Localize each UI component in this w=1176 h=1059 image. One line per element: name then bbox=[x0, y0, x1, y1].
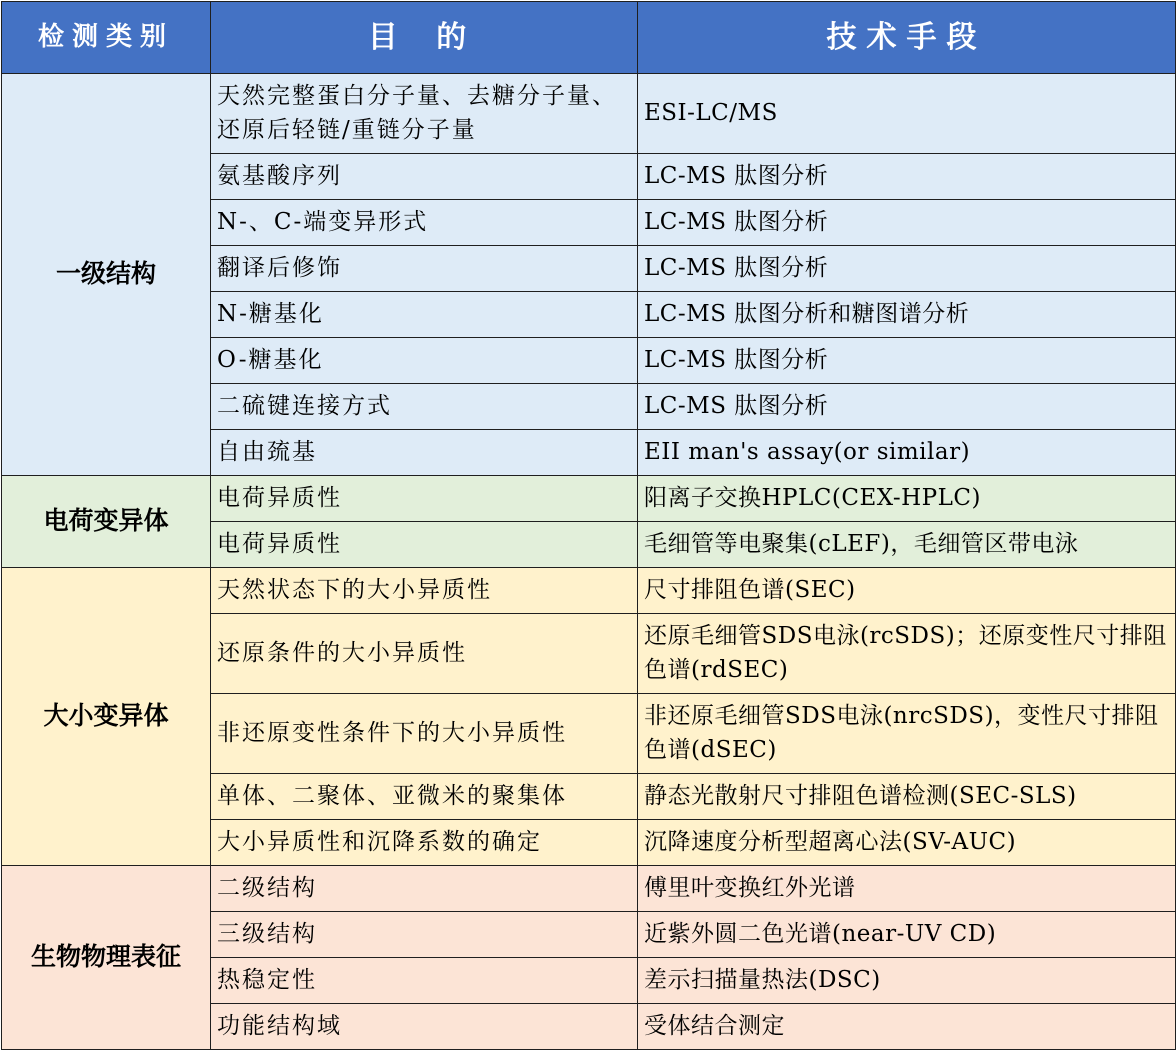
table-row bbox=[2, 866, 1176, 912]
purpose-cell: N-糖基化 bbox=[211, 292, 638, 338]
category-charge-variants: 电荷变异体 bbox=[2, 476, 211, 568]
header-category: 检测类别 bbox=[2, 2, 211, 74]
purpose-cell: 非还原变性条件下的大小异质性 bbox=[211, 694, 638, 774]
category-size-variants: 大小变异体 bbox=[2, 568, 211, 866]
header-method: 技术手段 bbox=[638, 2, 1176, 74]
purpose-cell: O-糖基化 bbox=[211, 338, 638, 384]
purpose-cell: 电荷异质性 bbox=[211, 476, 638, 522]
method-cell: 阳离子交换HPLC(CEX-HPLC) bbox=[638, 476, 1176, 522]
purpose-cell: 三级结构 bbox=[211, 912, 638, 958]
method-cell: 近紫外圆二色光谱(near-UV CD) bbox=[638, 912, 1176, 958]
method-cell: 还原毛细管SDS电泳(rcSDS)；还原变性尺寸排阻色谱(rdSEC) bbox=[638, 614, 1176, 694]
method-cell: LC-MS 肽图分析和糖图谱分析 bbox=[638, 292, 1176, 338]
category-biophysical: 生物物理表征 bbox=[2, 866, 211, 1050]
method-cell: LC-MS 肽图分析 bbox=[638, 200, 1176, 246]
method-cell: 受体结合测定 bbox=[638, 1004, 1176, 1050]
purpose-cell: 翻译后修饰 bbox=[211, 246, 638, 292]
method-cell: 静态光散射尺寸排阻色谱检测(SEC-SLS) bbox=[638, 774, 1176, 820]
method-cell: 傅里叶变换红外光谱 bbox=[638, 866, 1176, 912]
purpose-cell: 自由巯基 bbox=[211, 430, 638, 476]
purpose-cell: 还原条件的大小异质性 bbox=[211, 614, 638, 694]
purpose-cell: 氨基酸序列 bbox=[211, 154, 638, 200]
method-cell: 毛细管等电聚集(cLEF)，毛细管区带电泳 bbox=[638, 522, 1176, 568]
purpose-cell: N-、C-端变异形式 bbox=[211, 200, 638, 246]
category-primary-structure: 一级结构 bbox=[2, 74, 211, 476]
method-cell: EII man's assay(or similar) bbox=[638, 430, 1176, 476]
table-row bbox=[2, 74, 1176, 154]
method-cell: LC-MS 肽图分析 bbox=[638, 246, 1176, 292]
header-purpose: 目 的 bbox=[211, 2, 638, 74]
purpose-cell: 电荷异质性 bbox=[211, 522, 638, 568]
purpose-cell: 单体、二聚体、亚微米的聚集体 bbox=[211, 774, 638, 820]
purpose-cell: 天然状态下的大小异质性 bbox=[211, 568, 638, 614]
header-row bbox=[2, 2, 1176, 74]
purpose-cell: 天然完整蛋白分子量、去糖分子量、还原后轻链/重链分子量 bbox=[211, 74, 638, 154]
method-cell: LC-MS 肽图分析 bbox=[638, 338, 1176, 384]
method-cell: 尺寸排阻色谱(SEC) bbox=[638, 568, 1176, 614]
method-cell: LC-MS 肽图分析 bbox=[638, 384, 1176, 430]
purpose-cell: 热稳定性 bbox=[211, 958, 638, 1004]
purpose-cell: 二硫键连接方式 bbox=[211, 384, 638, 430]
method-cell: 非还原毛细管SDS电泳(nrcSDS)，变性尺寸排阻色谱(dSEC) bbox=[638, 694, 1176, 774]
method-cell: 沉降速度分析型超离心法(SV-AUC) bbox=[638, 820, 1176, 866]
purpose-cell: 二级结构 bbox=[211, 866, 638, 912]
table-row bbox=[2, 476, 1176, 522]
method-cell: ESI-LC/MS bbox=[638, 74, 1176, 154]
method-cell: LC-MS 肽图分析 bbox=[638, 154, 1176, 200]
table-row bbox=[2, 568, 1176, 614]
purpose-cell: 功能结构域 bbox=[211, 1004, 638, 1050]
purpose-cell: 大小异质性和沉降系数的确定 bbox=[211, 820, 638, 866]
method-cell: 差示扫描量热法(DSC) bbox=[638, 958, 1176, 1004]
characterization-table bbox=[1, 1, 1176, 1050]
